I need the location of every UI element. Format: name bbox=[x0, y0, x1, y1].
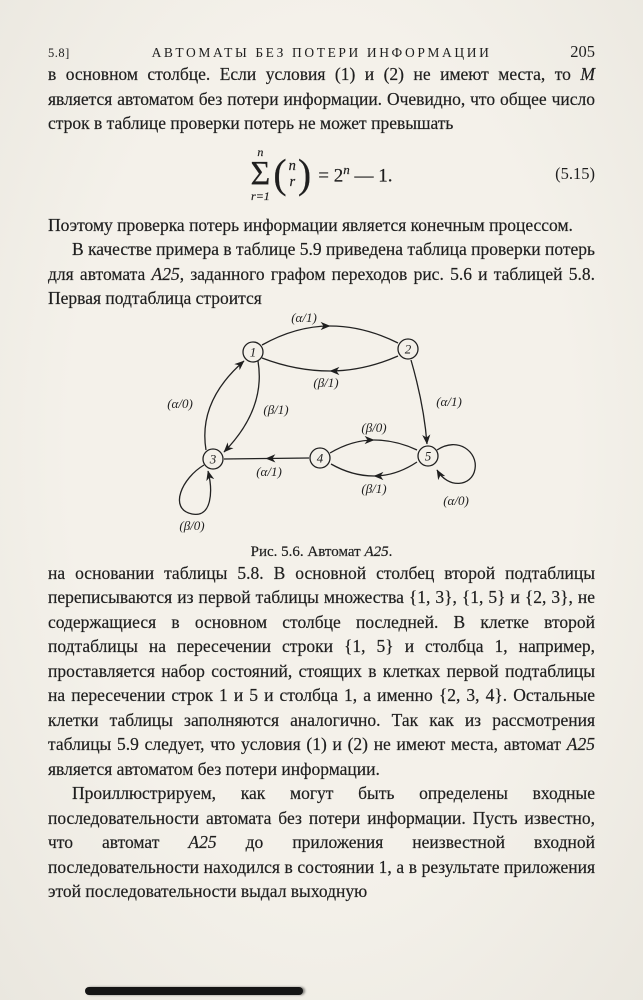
edge-label-1-3: (β/1) bbox=[262, 401, 289, 417]
edge-label-2-1: (β/1) bbox=[312, 374, 339, 390]
equation-rhs: = $2^n$ — 1. bbox=[318, 161, 393, 186]
paragraph-2: Поэтому проверка потерь информации является конечным процессом. bbox=[48, 214, 573, 235]
state-label-1: 1 bbox=[249, 344, 256, 360]
edge-label-loop-3: (β/0) bbox=[178, 517, 205, 533]
section-number: 5.8] bbox=[48, 46, 70, 60]
sigma-symbol: Σ bbox=[250, 155, 271, 193]
edge-4-5 bbox=[330, 440, 417, 453]
paragraph-5: Проиллюстрируем, как могут быть определены входные последовательности автомата без потери информации. Пусть известно, что автомат А25 до приложения неизвестной входной последовательности находился в состоянии 1, а в результате приложения этой последовательности выдал выходную bbox=[48, 783, 595, 902]
paragraph-1: в основном столбце. Если условия (1) и (2) не имеют места, то М является автоматом без потери информации. Очевидно, что общее число строк в таблице проверки потерь не может превышать bbox=[48, 64, 595, 133]
scan-artifact bbox=[85, 987, 303, 995]
edge-1-2 bbox=[262, 326, 398, 345]
paragraph-4: на основании таблицы 5.8. В основной столбец второй подтаблицы переписываются из первой таблицы множества {1, 3}, {1, 5} и {2, 3}, не содержащиеся в основном столбце последней. В клетке второй подтаблицы на пересечении строки {1, 5} и столбца 1, например, проставляется набор состояний, стоящих в клетках первой подтаблицы на пересечении строк 1 и 5 и столбца 1, а именно {2, 3, 4}. Остальные клетки таблицы заполняются аналогично. Так как из рассмотрения таблицы 5.9 следует, что условия (1) и (2) не имеют места, автомат А25 является автоматом без потери информации. bbox=[48, 562, 595, 779]
edge-label-loop-5: (α/0) bbox=[442, 492, 469, 508]
page-number: 205 bbox=[570, 42, 595, 61]
loop-3 bbox=[179, 465, 210, 514]
edge-3-1 bbox=[204, 361, 243, 450]
state-label-2: 2 bbox=[404, 341, 411, 357]
edge-label-3-1: (α/0) bbox=[166, 395, 193, 411]
equation-number: (5.15) bbox=[555, 164, 595, 184]
state-label-5: 5 bbox=[424, 448, 431, 464]
edge-2-1 bbox=[262, 356, 398, 371]
state-label-3: 3 bbox=[209, 451, 216, 467]
figure-caption: Рис. 5.6. Автомат А25. bbox=[250, 543, 393, 560]
paragraph-3: В качестве примера в таблице 5.9 приведена таблица проверки потерь для автомата А25, заданного графом переходов рис. 5.6 и таблицей 5.8. Первая подтаблица строится bbox=[48, 239, 595, 309]
equation-5-15 bbox=[48, 146, 595, 203]
binomial-coefficient: ( n r ) bbox=[273, 150, 312, 197]
figure-5-6 bbox=[48, 313, 595, 561]
edge-2-5 bbox=[411, 360, 427, 444]
edge-label-5-4: (β/1) bbox=[360, 480, 387, 496]
equation bbox=[251, 146, 393, 203]
automaton-state-graph bbox=[152, 313, 492, 535]
edge-label-2-5: (α/1) bbox=[435, 393, 462, 409]
state-label-4: 4 bbox=[316, 450, 323, 466]
edge-label-4-3: (α/1) bbox=[255, 463, 282, 479]
edge-4-3 bbox=[224, 458, 309, 459]
page-header bbox=[48, 42, 595, 62]
loop-5 bbox=[437, 445, 475, 484]
edge-label-1-2: (α/1) bbox=[290, 312, 317, 325]
edge-label-4-5: (β/0) bbox=[360, 419, 387, 435]
edge-5-4 bbox=[331, 462, 417, 476]
summation-sign: n Σ r=1 bbox=[250, 144, 271, 204]
running-title: АВТОМАТЫ БЕЗ ПОТЕРИ ИНФОРМАЦИИ bbox=[151, 45, 492, 60]
